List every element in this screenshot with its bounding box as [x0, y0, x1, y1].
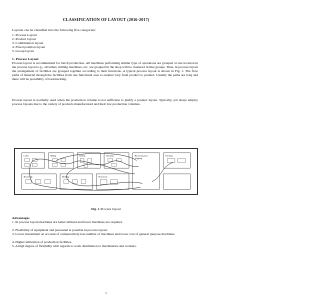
figure-label: Receiving and — [134, 155, 148, 158]
storage-area — [163, 174, 190, 189]
figure-label: Milling — [50, 155, 57, 158]
category-item: 5. Group layout — [12, 49, 35, 53]
figure-label: Grinding — [106, 155, 114, 158]
category-item: 2. Product layout — [12, 37, 37, 41]
figure-label: Lathe — [23, 155, 29, 158]
caption-prefix: Fig. 1 — [91, 207, 100, 211]
category-item: 4. Fixed position layout — [12, 45, 46, 49]
figure-label: Painting — [165, 155, 173, 158]
page-number: 1 — [105, 291, 107, 295]
section-paragraph: Process layout is normally used when the production volume is not sufficient to justify a product layout. Typically, job shops employ process layouts due to the variety of products manufactured and their low production volumes. — [12, 98, 198, 107]
section-paragraph: Process layout is recommended for batch production. All machines performing similar type of operations are grouped at one location in the process layout e.g., all lathes, milling machines, etc. are grouped in the shop will be clustered in like groups. Thus, in process layout the arrangement of facilities are grouped together according to their functions. A typical process layout is shown in Fig. 1. The flow paths of material through the facilities from one functional area to another vary from product to product. Usually the paths are long and there will be possibility of backtracking. — [12, 61, 198, 82]
category-item: 3. Combination layout — [12, 41, 44, 45]
caption-text: Process layout — [99, 207, 121, 211]
advantage-item: 1. In process layout machines are better utilized and fewer machines are required. — [12, 220, 123, 224]
figure-label: shipping — [134, 158, 143, 161]
figure-label: Heat treat — [98, 176, 108, 179]
advantage-item: 2. Flexibility of equipment and personnel is possible in process layout. — [12, 228, 108, 232]
advantages-heading: Advantages — [12, 216, 30, 220]
process-layout-diagram — [15, 149, 197, 194]
figure-label: Drilling — [79, 155, 86, 158]
advantage-item: 5. A high degree of flexibility with regards to work distribution to machineries and workers. — [12, 244, 137, 248]
category-item: 1. Process Layout — [12, 33, 37, 37]
figure-caption — [0, 207, 212, 211]
advantage-item: 4. Higher utilization of production facilities. — [12, 240, 72, 244]
advantage-item: 3. Lower investment on account of comparatively less number of machines and lower cost of general purpose machines. — [12, 232, 176, 236]
intro-text: Layouts can be classified into the following five categories: — [12, 28, 96, 32]
page-title: CLASSIFICATION OF LAYOUT (2016-2017) — [62, 17, 150, 22]
process-layout-figure — [14, 148, 198, 195]
figure-label: Welding — [61, 176, 70, 179]
figure-label: Assembly — [23, 176, 33, 179]
section-heading: 1- Process Layout — [12, 57, 39, 61]
